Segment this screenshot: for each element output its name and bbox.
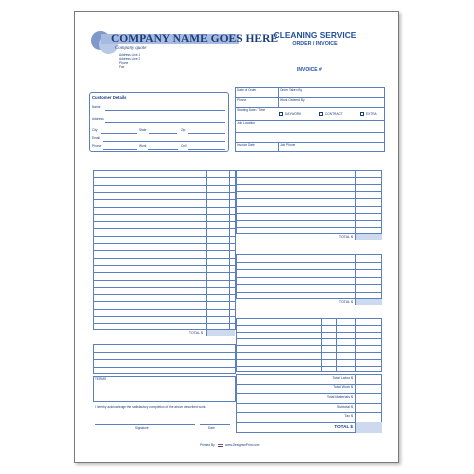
materials-row-line[interactable] [236,191,382,192]
materials-amount-header: AMOUNT [354,165,369,169]
work-ordered-by-label: Work Ordered By [280,98,305,102]
work-row-line[interactable] [93,301,236,302]
other-charges-row-line[interactable] [236,284,382,285]
work-row-line[interactable] [93,258,236,259]
tax-label: Tax $ [344,414,353,418]
daywork-checkbox[interactable] [279,112,283,116]
signature-label: Signature [135,426,149,430]
customer-zip-field[interactable] [188,133,225,134]
order-taken-by-label: Order Taken By [280,88,303,92]
customer-email-label: Email [92,136,100,140]
form-subtitle: ORDER / INVOICE [292,41,338,47]
customer-address-field[interactable] [105,122,225,123]
invoice-form-sheet [74,11,399,463]
date-of-order-label: Date of Order [237,88,257,92]
work-row-line[interactable] [93,316,236,317]
signature-line[interactable] [95,424,195,425]
labor-row-line[interactable] [236,352,382,353]
terms-box[interactable] [93,376,236,402]
materials-table[interactable] [236,170,382,234]
customer-email-field[interactable] [103,141,225,142]
form-title: CLEANING SERVICE [273,30,357,40]
other-charges-title: OTHER CHARGES [280,249,310,253]
customer-work-field[interactable] [148,149,178,150]
total-work-label: Total Work $ [333,385,353,389]
order-phone-label: Phone [237,98,247,102]
materials-row-line[interactable] [236,220,382,221]
work-row-line[interactable] [93,214,236,215]
labor-row-line[interactable] [236,338,382,339]
other-charges-row-line[interactable] [236,277,382,278]
labor-amount-header: AMOUNT [355,313,370,317]
work-row-line[interactable] [93,192,236,193]
customer-name-label: Name [92,105,101,109]
customer-zip-label: Zip [181,128,186,132]
address-line-1: Address Line 1 [119,53,141,57]
labor-row-line[interactable] [236,325,382,326]
work-row-line[interactable] [93,221,236,222]
other-charges-total-label: TOTAL $ [338,300,353,304]
labor-row-line[interactable] [236,366,382,367]
customer-details-heading: Customer Details [92,95,127,100]
work-row-line[interactable] [93,199,236,200]
customer-phone-label: Phone [92,144,102,148]
starting-date-time-label: Starting Date / Time [237,108,266,112]
work-amount-header: AMOUNT [211,165,226,169]
work-row-line[interactable] [93,265,236,266]
contract-label: CONTRACT [325,112,343,116]
work-row-line[interactable] [93,185,236,186]
contract-checkbox[interactable] [319,112,323,116]
work-row-line[interactable] [93,280,236,281]
work-row-line[interactable] [93,243,236,244]
labor-title: LABOR [278,313,291,317]
customer-state-field[interactable] [149,133,177,134]
work-row-line[interactable] [93,250,236,251]
customer-city-field[interactable] [101,133,137,134]
date-line[interactable] [200,424,230,425]
invoice-number-label: INVOICE # [297,67,322,73]
other-charges-amount-header: AMOUNT [354,249,369,253]
work-total-field[interactable] [207,330,235,336]
materials-row-line[interactable] [236,184,382,185]
company-name: COMPANY NAME GOES HERE [111,33,279,45]
labor-row-line[interactable] [236,332,382,333]
grand-total-label: TOTAL $ [334,424,353,429]
other-charges-total-field[interactable] [356,299,382,305]
customer-address-label: Address [92,117,104,121]
date-label: Date [208,426,215,430]
materials-row-line[interactable] [236,198,382,199]
summary-row-line[interactable] [236,403,382,404]
customer-cell-label: Cell [181,144,187,148]
special-instructions-title: SPECIAL INSTRUCTIONS [133,339,175,343]
company-fax: Fax [119,65,125,69]
special-instructions-row-line[interactable] [93,367,236,368]
materials-title: MATERIALS AND EQUIPMENT [264,165,313,169]
customer-work-label: Work [139,144,147,148]
company-phone: Phone [119,61,129,65]
labor-rate-header: RATE [338,313,347,317]
company-quote: Company quote [115,46,147,51]
extra-checkbox[interactable] [360,112,364,116]
customer-name-field[interactable] [105,110,225,111]
total-labor-label: Total Labor $ [332,376,353,380]
work-row-line[interactable] [93,207,236,208]
invoice-date-label: Invoice Date [237,143,255,147]
materials-total-field[interactable] [356,234,382,240]
description-of-work-title: DESCRIPTION OF WORK [131,165,172,169]
work-row-line[interactable] [93,309,236,310]
other-charges-row-line[interactable] [236,292,382,293]
special-instructions-row-line[interactable] [93,359,236,360]
work-total-label: TOTAL $ [188,331,203,335]
special-instructions-row-line[interactable] [93,352,236,353]
terms-label: TERMS [95,377,107,381]
materials-row-line[interactable] [236,206,382,207]
daywork-label: DAYWORK [285,112,302,116]
job-location-label: Job Location [237,121,256,125]
work-row-line[interactable] [93,323,236,324]
customer-city-label: City [92,128,98,132]
job-phone-label: Job Phone [280,143,296,147]
work-row-line[interactable] [93,228,236,229]
labor-hrs-header: HRS [324,313,332,317]
work-row-line[interactable] [93,177,236,178]
work-row-line[interactable] [93,287,236,288]
materials-row-line[interactable] [236,227,382,228]
labor-row-line[interactable] [236,345,382,346]
address-line-2: Address Line 2 [119,57,141,61]
work-row-line[interactable] [93,272,236,273]
customer-phone-field[interactable] [103,149,137,150]
materials-row-line[interactable] [236,213,382,214]
subtotal-label: Subtotal $ [336,405,353,409]
extra-label: EXTRA [366,112,377,116]
grand-total-field[interactable] [356,422,382,433]
printed-by-label: Printed By [200,443,215,447]
total-materials-label: Total Materials $ [326,395,353,399]
other-charges-row-line[interactable] [236,269,382,270]
customer-state-label: State [139,128,147,132]
labor-row-line[interactable] [236,359,382,360]
work-row-line[interactable] [93,236,236,237]
materials-total-label: TOTAL $ [338,235,353,239]
us-flag-icon [218,444,223,447]
materials-row-line[interactable] [236,177,382,178]
customer-cell-field[interactable] [188,149,225,150]
acknowledgement-text: I hereby acknowledge the satisfactory completion of the above described work. [95,405,207,409]
printer-website: www.DesignsnPrint.com [225,443,260,447]
work-row-line[interactable] [93,294,236,295]
other-charges-row-line[interactable] [236,262,382,263]
